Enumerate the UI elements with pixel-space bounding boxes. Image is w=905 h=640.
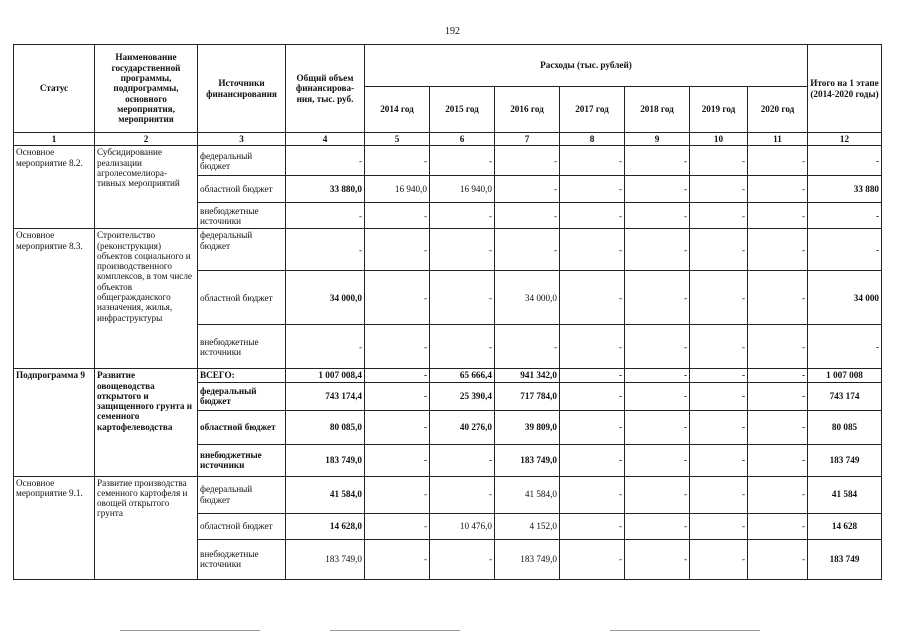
value-cell: - — [625, 146, 690, 176]
header-year: 2015 год — [430, 87, 495, 133]
value-cell: - — [430, 229, 495, 271]
value-cell: - — [560, 229, 625, 271]
value-cell: 10 476,0 — [430, 513, 495, 539]
header-year: 2014 год — [365, 87, 430, 133]
header-year: 2016 год — [495, 87, 560, 133]
value-cell: - — [625, 476, 690, 513]
source-cell: федеральный бюджет — [198, 146, 286, 176]
value-cell: - — [365, 325, 430, 369]
value-cell: 717 784,0 — [495, 382, 560, 410]
value-cell: 16 940,0 — [365, 176, 430, 203]
total-cell: - — [286, 203, 365, 229]
itogo-cell: 1 007 008 — [808, 369, 882, 382]
column-number: 6 — [430, 133, 495, 146]
source-cell: федеральный бюджет — [198, 382, 286, 410]
value-cell: - — [430, 271, 495, 325]
value-cell: - — [748, 325, 808, 369]
value-cell: 4 152,0 — [495, 513, 560, 539]
value-cell: - — [690, 539, 748, 579]
value-cell: - — [365, 476, 430, 513]
column-number: 4 — [286, 133, 365, 146]
value-cell: - — [748, 410, 808, 444]
source-cell: областной бюджет — [198, 176, 286, 203]
value-cell: 183 749,0 — [495, 539, 560, 579]
itogo-cell: 183 749 — [808, 539, 882, 579]
total-cell: - — [286, 146, 365, 176]
total-cell: 41 584,0 — [286, 476, 365, 513]
value-cell: - — [365, 382, 430, 410]
source-cell: федеральный бюджет — [198, 229, 286, 271]
status-cell: Основное мероприятие 9.1. — [14, 476, 95, 579]
value-cell: 16 940,0 — [430, 176, 495, 203]
value-cell: - — [495, 229, 560, 271]
source-cell: внебюджетные источники — [198, 325, 286, 369]
value-cell: - — [748, 146, 808, 176]
value-cell: 39 809,0 — [495, 410, 560, 444]
page-number: 192 — [445, 26, 460, 37]
header-itogo: Итого на 1 этапе (2014-2020 годы) — [808, 45, 882, 133]
value-cell: - — [560, 476, 625, 513]
value-cell: - — [430, 476, 495, 513]
value-cell: - — [625, 325, 690, 369]
table-row — [14, 369, 882, 382]
value-cell: - — [365, 146, 430, 176]
total-cell: 14 628,0 — [286, 513, 365, 539]
value-cell: - — [748, 444, 808, 476]
source-cell: областной бюджет — [198, 410, 286, 444]
value-cell: - — [748, 203, 808, 229]
itogo-cell: 41 584 — [808, 476, 882, 513]
source-cell: областной бюджет — [198, 271, 286, 325]
value-cell: - — [560, 513, 625, 539]
value-cell: - — [560, 176, 625, 203]
scan-edge-line — [610, 630, 760, 631]
header-year: 2020 год — [748, 87, 808, 133]
table-row — [14, 146, 882, 176]
value-cell: - — [495, 203, 560, 229]
value-cell: - — [748, 476, 808, 513]
value-cell: - — [365, 444, 430, 476]
total-cell: 34 000,0 — [286, 271, 365, 325]
value-cell: 40 276,0 — [430, 410, 495, 444]
value-cell: - — [690, 271, 748, 325]
name-cell: Развитие производства семенного картофеля и овощей открытого грунта — [95, 476, 198, 579]
table-row — [14, 229, 882, 271]
header-year: 2017 год — [560, 87, 625, 133]
column-number: 2 — [95, 133, 198, 146]
total-cell: 80 085,0 — [286, 410, 365, 444]
source-cell: внебюджетные источники — [198, 444, 286, 476]
status-cell: Основное мероприятие 8.2. — [14, 146, 95, 229]
value-cell: - — [430, 539, 495, 579]
value-cell: - — [625, 539, 690, 579]
value-cell: - — [748, 176, 808, 203]
value-cell: - — [365, 229, 430, 271]
value-cell: - — [365, 513, 430, 539]
header-year: 2018 год — [625, 87, 690, 133]
header-total: Общий объем финансирова-ния, тыс. руб. — [286, 45, 365, 133]
table-row — [14, 476, 882, 513]
value-cell: 65 666,4 — [430, 369, 495, 382]
scan-edge-line — [120, 630, 260, 631]
value-cell: - — [690, 410, 748, 444]
itogo-cell: 34 000 — [808, 271, 882, 325]
value-cell: - — [365, 203, 430, 229]
value-cell: - — [748, 539, 808, 579]
value-cell: - — [690, 382, 748, 410]
itogo-cell: - — [808, 325, 882, 369]
value-cell: - — [690, 513, 748, 539]
value-cell: - — [625, 229, 690, 271]
budget-table — [13, 44, 882, 580]
total-cell: 743 174,4 — [286, 382, 365, 410]
total-cell: - — [286, 325, 365, 369]
total-cell: 33 880,0 — [286, 176, 365, 203]
source-cell: ВСЕГО: — [198, 369, 286, 382]
value-cell: - — [560, 382, 625, 410]
value-cell: - — [625, 271, 690, 325]
value-cell: 41 584,0 — [495, 476, 560, 513]
itogo-cell: - — [808, 229, 882, 271]
value-cell: - — [430, 444, 495, 476]
value-cell: - — [560, 369, 625, 382]
value-cell: - — [690, 146, 748, 176]
value-cell: - — [560, 146, 625, 176]
value-cell: - — [495, 146, 560, 176]
column-number-row — [14, 133, 882, 146]
value-cell: - — [690, 476, 748, 513]
value-cell: - — [560, 410, 625, 444]
value-cell: - — [560, 539, 625, 579]
column-number: 7 — [495, 133, 560, 146]
value-cell: - — [560, 271, 625, 325]
status-cell: Подпрограмма 9 — [14, 369, 95, 476]
itogo-cell: 14 628 — [808, 513, 882, 539]
name-cell: Строительство (реконструкция) объектов социального и производственного комплексов, в том числе объектов общегражданского назначения, жилья, инфраструктуры — [95, 229, 198, 369]
column-number: 5 — [365, 133, 430, 146]
value-cell: - — [690, 203, 748, 229]
value-cell: - — [430, 325, 495, 369]
header-year: 2019 год — [690, 87, 748, 133]
column-number: 3 — [198, 133, 286, 146]
value-cell: - — [625, 176, 690, 203]
value-cell: - — [690, 229, 748, 271]
value-cell: 183 749,0 — [495, 444, 560, 476]
value-cell: - — [748, 513, 808, 539]
value-cell: - — [748, 382, 808, 410]
scan-edge-line — [330, 630, 460, 631]
status-cell: Основное мероприятие 8.3. — [14, 229, 95, 369]
itogo-cell: 183 749 — [808, 444, 882, 476]
value-cell: - — [625, 369, 690, 382]
value-cell: - — [748, 369, 808, 382]
value-cell: 25 390,4 — [430, 382, 495, 410]
table-header — [14, 45, 882, 146]
itogo-cell: 33 880 — [808, 176, 882, 203]
column-number: 11 — [748, 133, 808, 146]
itogo-cell: - — [808, 146, 882, 176]
value-cell: - — [495, 325, 560, 369]
value-cell: - — [625, 410, 690, 444]
name-cell: Субсидирование реализации агролесомелиора-тивных мероприятий — [95, 146, 198, 229]
value-cell: - — [625, 382, 690, 410]
itogo-cell: 743 174 — [808, 382, 882, 410]
name-cell: Развитие овощеводства открытого и защищенного грунта и семенного картофелеводства — [95, 369, 198, 476]
value-cell: - — [560, 444, 625, 476]
total-cell: 183 749,0 — [286, 539, 365, 579]
itogo-cell: - — [808, 203, 882, 229]
value-cell: - — [690, 444, 748, 476]
value-cell: - — [625, 203, 690, 229]
column-number: 12 — [808, 133, 882, 146]
value-cell: - — [365, 410, 430, 444]
header-name: Наименование государственной программы, подпрограммы, основного мероприятия, мероприятия — [95, 45, 198, 133]
value-cell: - — [625, 444, 690, 476]
value-cell: - — [625, 513, 690, 539]
total-cell: 1 007 008,4 — [286, 369, 365, 382]
header-source: Источники финансирования — [198, 45, 286, 133]
value-cell: - — [495, 176, 560, 203]
column-number: 8 — [560, 133, 625, 146]
column-number: 1 — [14, 133, 95, 146]
header-expenses: Расходы (тыс. рублей) — [365, 45, 808, 87]
total-cell: - — [286, 229, 365, 271]
value-cell: - — [365, 369, 430, 382]
value-cell: - — [690, 369, 748, 382]
source-cell: федеральный бюджет — [198, 476, 286, 513]
header-status: Статус — [14, 45, 95, 133]
column-number: 9 — [625, 133, 690, 146]
value-cell: - — [560, 325, 625, 369]
value-cell: - — [748, 271, 808, 325]
column-number: 10 — [690, 133, 748, 146]
value-cell: - — [690, 176, 748, 203]
value-cell: - — [748, 229, 808, 271]
value-cell: - — [430, 146, 495, 176]
source-cell: внебюджетные источники — [198, 539, 286, 579]
source-cell: областной бюджет — [198, 513, 286, 539]
value-cell: - — [560, 203, 625, 229]
total-cell: 183 749,0 — [286, 444, 365, 476]
value-cell: - — [430, 203, 495, 229]
value-cell: - — [690, 325, 748, 369]
value-cell: 34 000,0 — [495, 271, 560, 325]
itogo-cell: 80 085 — [808, 410, 882, 444]
value-cell: - — [365, 271, 430, 325]
source-cell: внебюджетные источники — [198, 203, 286, 229]
value-cell: 941 342,0 — [495, 369, 560, 382]
value-cell: - — [365, 539, 430, 579]
